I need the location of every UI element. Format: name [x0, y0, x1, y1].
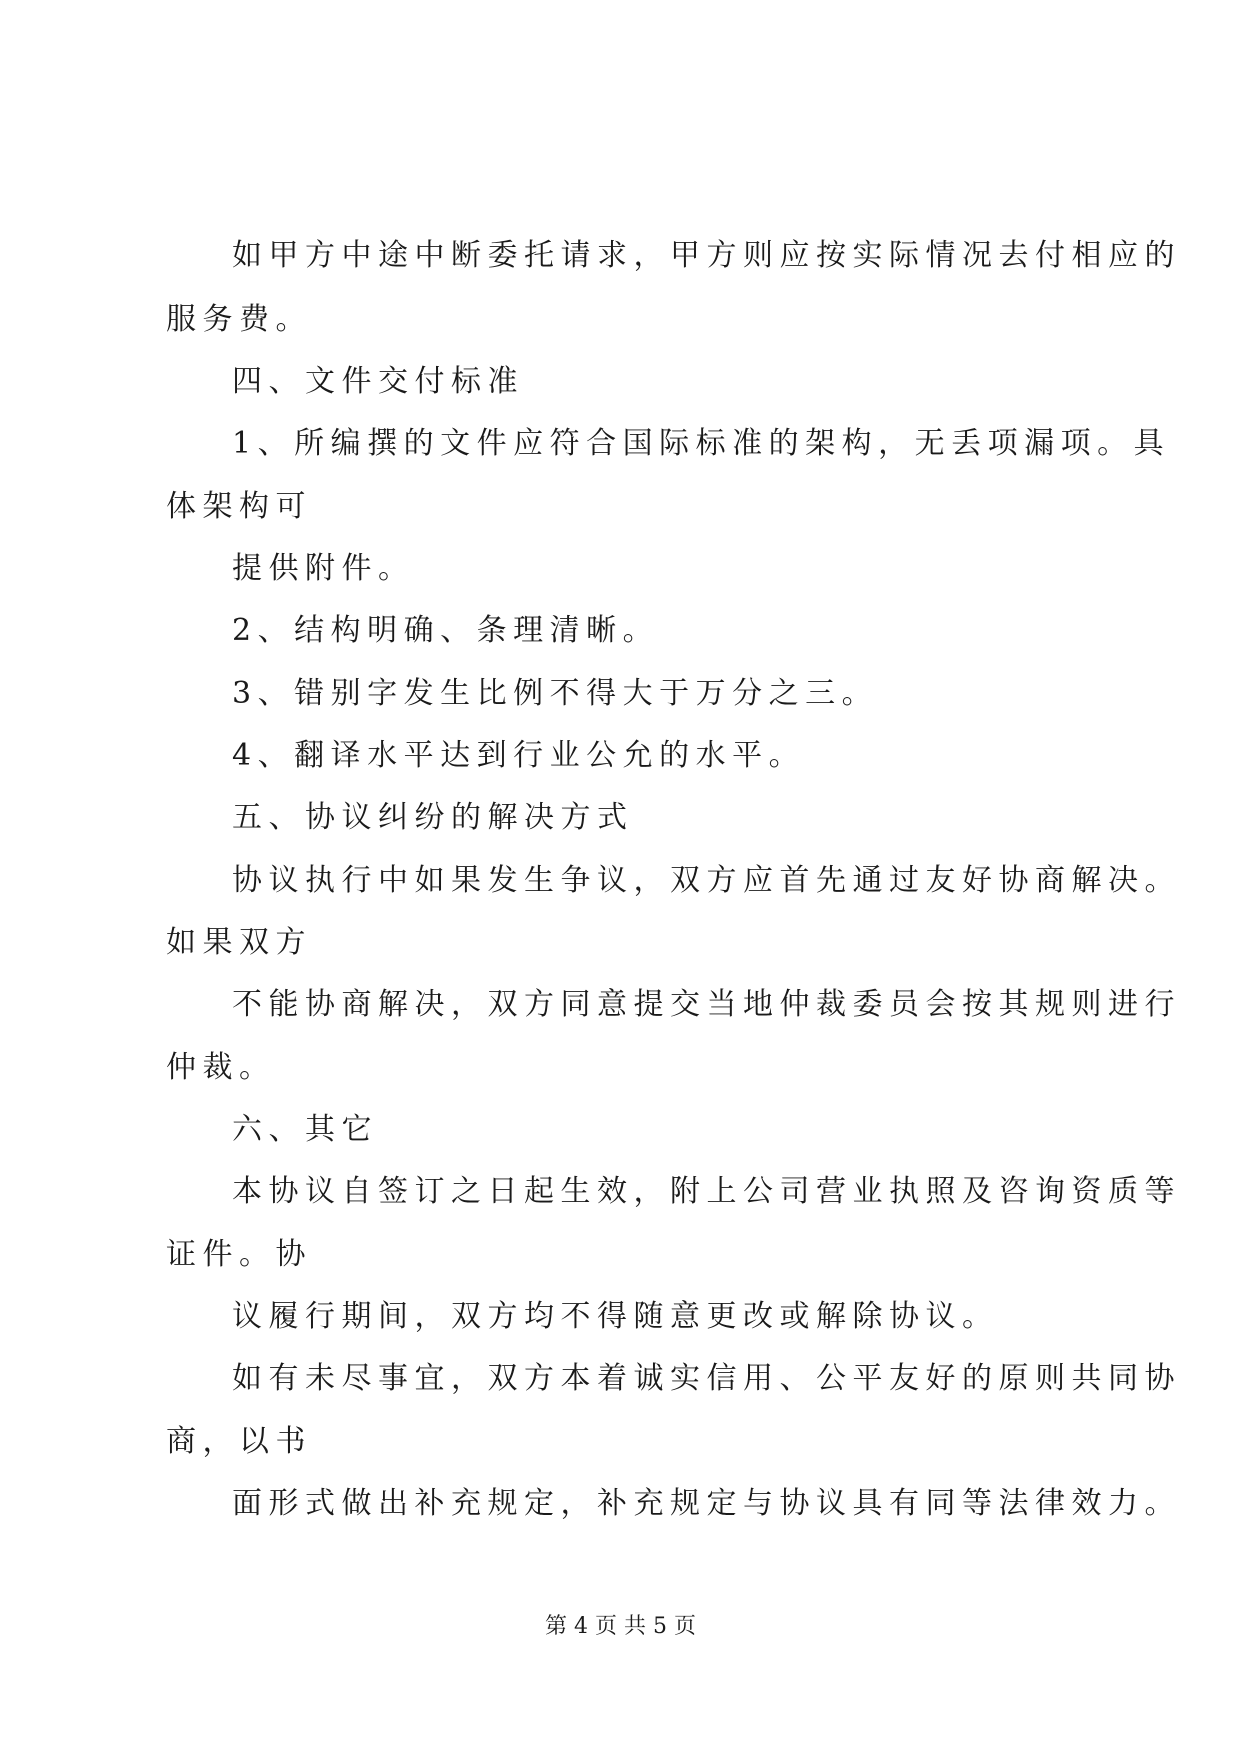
paragraph-line: 如果双方	[166, 925, 312, 960]
section-heading-4: 四、文件交付标准	[232, 364, 524, 399]
paragraph-line: 本协议自签订之日起生效，附上公司营业执照及咨询资质等	[232, 1174, 1181, 1209]
list-item-2: 2、结构明确、条理清晰。	[232, 613, 660, 648]
paragraph-line: 如甲方中途中断委托请求，甲方则应按实际情况去付相应的	[232, 238, 1181, 273]
paragraph-line: 协议执行中如果发生争议，双方应首先通过友好协商解决。	[232, 863, 1181, 898]
paragraph-line: 不能协商解决，双方同意提交当地仲裁委员会按其规则进行	[232, 987, 1181, 1022]
paragraph-line: 提供附件。	[232, 551, 415, 586]
paragraph-line: 仲裁。	[166, 1050, 276, 1085]
paragraph-line: 商，以书	[166, 1424, 312, 1459]
section-heading-5: 五、协议纠纷的解决方式	[232, 800, 634, 835]
section-heading-6: 六、其它	[232, 1112, 378, 1147]
paragraph-line: 体架构可	[166, 489, 312, 524]
paragraph-line: 面形式做出补充规定，补充规定与协议具有同等法律效力。	[232, 1486, 1181, 1521]
list-item-4: 4、翻译水平达到行业公允的水平。	[232, 738, 806, 773]
paragraph-line: 如有未尽事宜，双方本着诚实信用、公平友好的原则共同协	[232, 1361, 1181, 1396]
paragraph-line: 服务费。	[166, 302, 312, 337]
paragraph-line: 议履行期间，双方均不得随意更改或解除协议。	[232, 1299, 999, 1334]
list-item-1: 1、所编撰的文件应符合国际标准的架构，无丢项漏项。具	[232, 426, 1171, 461]
paragraph-line: 证件。协	[166, 1237, 312, 1272]
list-item-3: 3、错别字发生比例不得大于万分之三。	[232, 676, 879, 711]
page-number-footer: 第 4 页 共 5 页	[545, 1614, 696, 1639]
